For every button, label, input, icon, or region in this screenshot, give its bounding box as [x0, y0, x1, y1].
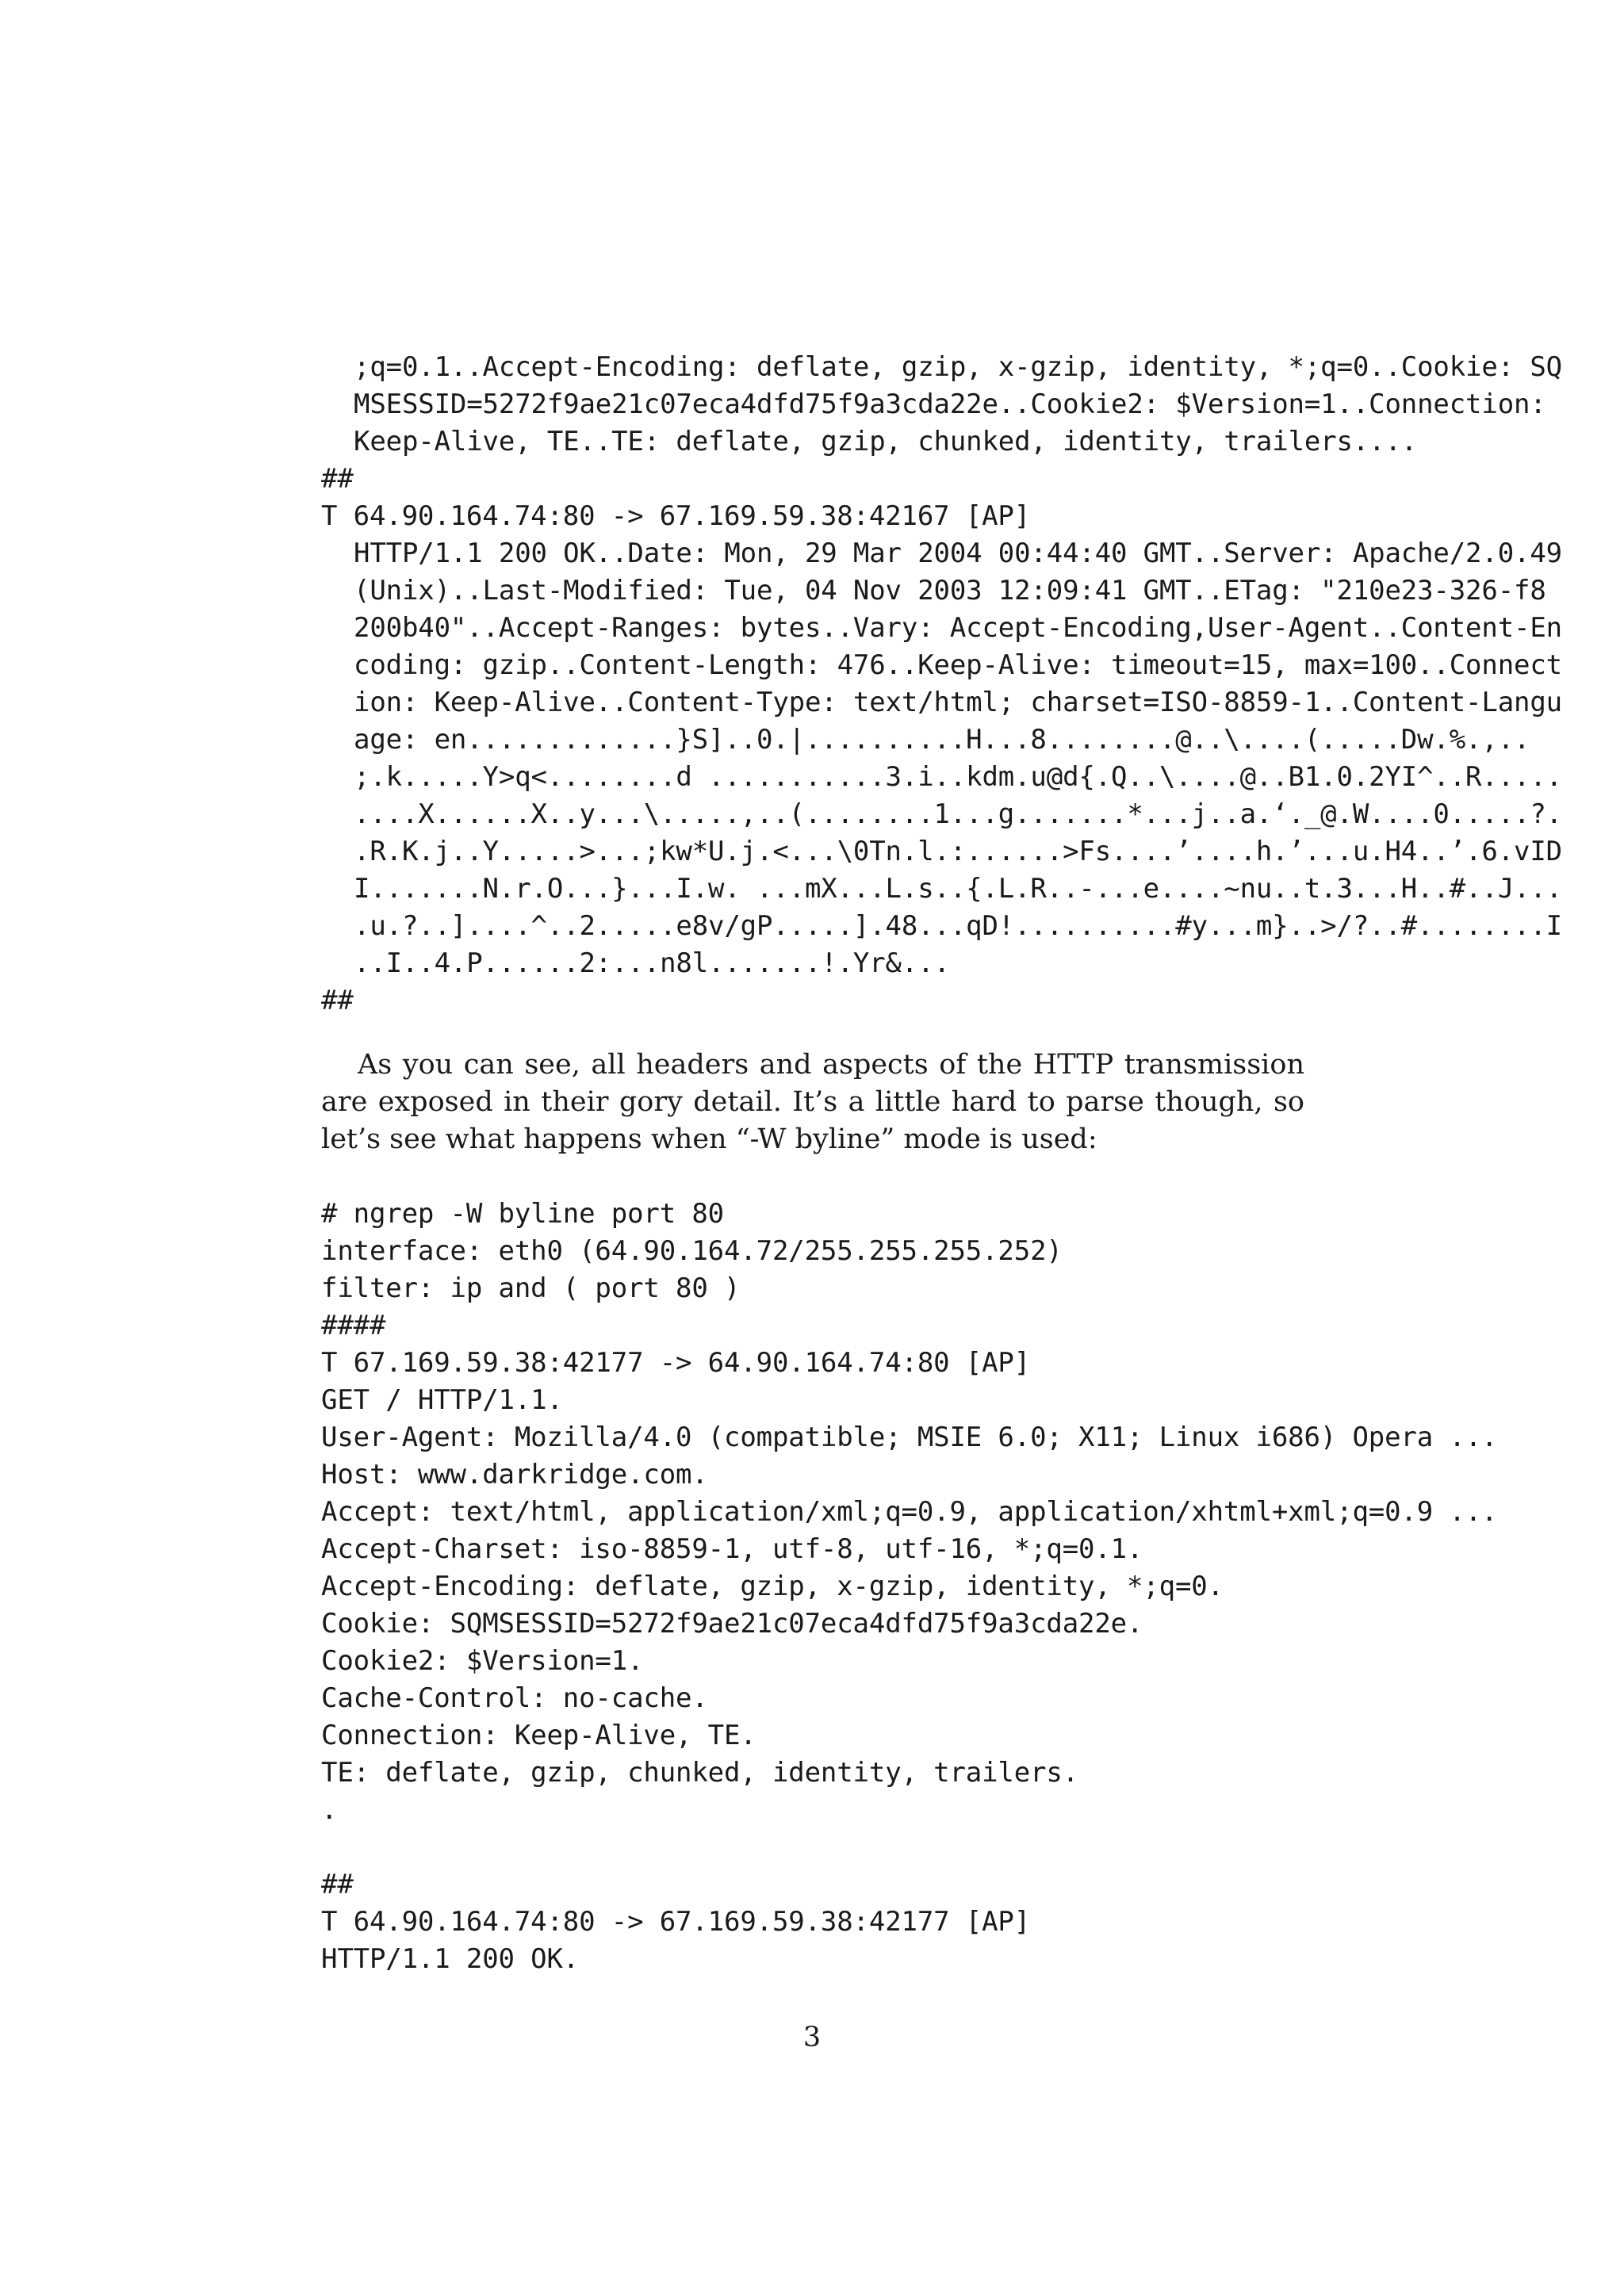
code-line: Accept-Charset: iso-8859-1, utf-8, utf-16, *;q=0.1. — [321, 1533, 1143, 1565]
code-line: Connection: Keep-Alive, TE. — [321, 1720, 756, 1751]
code-line: coding: gzip..Content-Length: 476..Keep-Alive: timeout=15, max=100..Connect — [354, 649, 1562, 681]
code-line: Cookie: SQMSESSID=5272f9ae21c07eca4dfd75f9a3cda22e. — [321, 1608, 1143, 1640]
code-line — [321, 1829, 1558, 1866]
code-line: ion: Keep-Alive..Content-Type: text/html; charset=ISO-8859-1..Content-Langu — [354, 687, 1562, 718]
body-paragraph: As you can see, all headers and aspects of the HTTP transmission are exposed in their gory detail. It’s a little hard to parse though, so let’s see what happens when “-W byline” mode is used: — [321, 1049, 1304, 1155]
code-line: Accept: text/html, application/xml;q=0.9, application/xhtml+xml;q=0.9 ... — [321, 1496, 1498, 1528]
code-line: HTTP/1.1 200 OK..Date: Mon, 29 Mar 2004 00:44:40 GMT..Server: Apache/2.0.49 — [354, 538, 1562, 569]
code-line: filter: ip and ( port 80 ) — [321, 1272, 741, 1304]
code-line: ..I..4.P......2:...n8l.......!.Yr&... — [354, 947, 950, 979]
code-line: T 64.90.164.74:80 -> 67.169.59.38:42167 [AP] — [321, 500, 1031, 532]
code-line: Cache-Control: no-cache. — [321, 1682, 708, 1714]
code-line: # ngrep -W byline port 80 — [321, 1198, 724, 1230]
code-line: .u.?..]....^..2.....e8v/gP.....].48...qD!..........#y...m}..>/?..#........I — [354, 910, 1562, 942]
code-line: I.......N.r.O...}...I.w. ...mX...L.s..{.L.R..-...e....~nu..t.3...H..#..J... — [354, 873, 1562, 905]
code-line: Cookie2: $Version=1. — [321, 1645, 644, 1677]
code-line: T 64.90.164.74:80 -> 67.169.59.38:42177 [AP] — [321, 1906, 1031, 1938]
code-line: (Unix)..Last-Modified: Tue, 04 Nov 2003 12:09:41 GMT..ETag: "210e23-326-f8 — [354, 575, 1546, 607]
code-line: age: en.............}S]..0.|..........H...8........@..\....(.....Dw.%.,.. — [354, 724, 1530, 756]
code-line: Accept-Encoding: deflate, gzip, x-gzip, identity, *;q=0. — [321, 1571, 1224, 1602]
code-line: HTTP/1.1 200 OK. — [321, 1943, 580, 1975]
code-line: ## — [321, 463, 354, 495]
code-line: interface: eth0 (64.90.164.72/255.255.255.252) — [321, 1235, 1063, 1267]
code-line: User-Agent: Mozilla/4.0 (compatible; MSIE 6.0; X11; Linux i686) Opera ... — [321, 1422, 1498, 1453]
code-line: GET / HTTP/1.1. — [321, 1384, 563, 1416]
code-line: TE: deflate, gzip, chunked, identity, trailers. — [321, 1757, 1079, 1789]
code-line: Keep-Alive, TE..TE: deflate, gzip, chunked, identity, trailers.... — [354, 426, 1418, 457]
code-line: . — [321, 1794, 338, 1826]
code-line: ## — [321, 985, 354, 1016]
page-number: 3 — [802, 2022, 822, 2053]
code-line: Host: www.darkridge.com. — [321, 1459, 708, 1490]
code-line: ;.k.....Y>q<........d ...........3.i..kdm.u@d{.Q..\....@..B1.0.2YI^..R..... — [354, 761, 1562, 793]
code-line: 200b40"..Accept-Ranges: bytes..Vary: Accept-Encoding,User-Agent..Content-En — [354, 612, 1562, 644]
code-line: MSESSID=5272f9ae21c07eca4dfd75f9a3cda22e..Cookie2: $Version=1..Connection: — [354, 388, 1546, 420]
code-line: T 67.169.59.38:42177 -> 64.90.164.74:80 [AP] — [321, 1347, 1031, 1379]
code-line: ;q=0.1..Accept-Encoding: deflate, gzip, x-gzip, identity, *;q=0..Cookie: SQ — [354, 351, 1562, 383]
packet-dump-block — [321, 349, 1562, 1020]
code-line: .R.K.j..Y.....>...;kw*U.j.<...\0Tn.l.:......>Fs....’....h.’...u.H4..’.6.vID — [354, 836, 1562, 867]
code-line: ....X......X..y...\.....,..(........1...g.......*...j..a.‘._@.W....0.....?. — [354, 798, 1562, 830]
byline-output-block — [321, 1196, 1558, 1978]
code-line: #### — [321, 1310, 386, 1341]
code-line: ## — [321, 1869, 354, 1900]
